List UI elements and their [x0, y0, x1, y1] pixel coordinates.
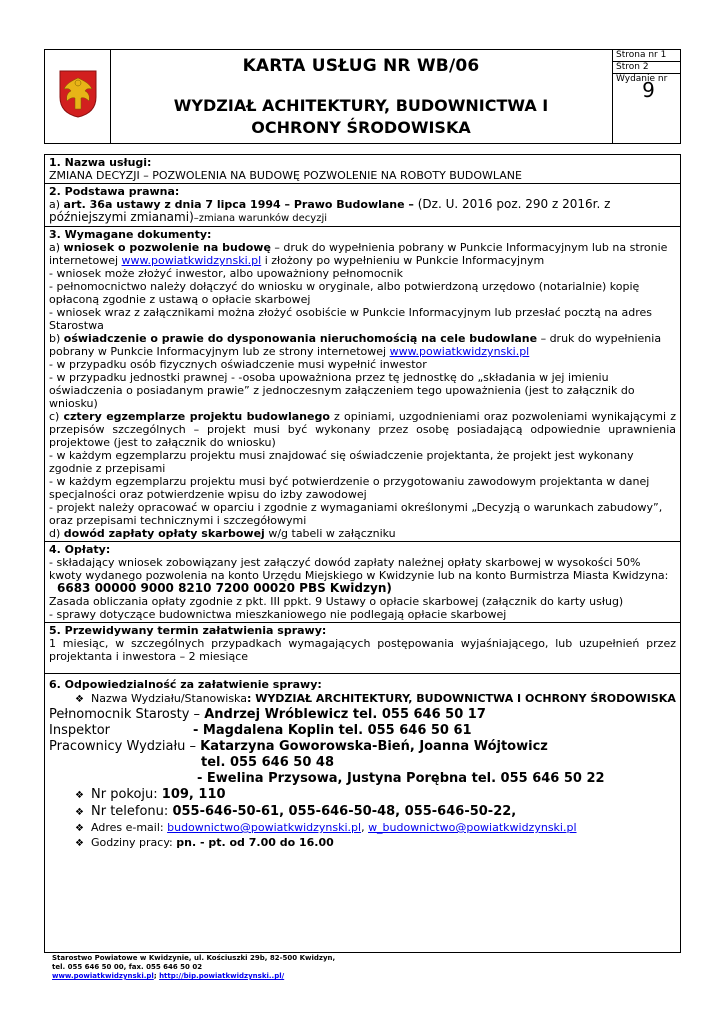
- list-item: - w przypadku jednostki prawnej - -osoba upoważniona przez tę jednostkę do „składania w jej imieniu oświadczenia o posiadanym prawie” z jednoczesnym załączeniem tego upoważnienia (jest to załącznik do wniosku): [49, 371, 635, 410]
- diamond-bullet-icon: ❖: [75, 694, 84, 705]
- diamond-bullet-icon: ❖: [75, 807, 84, 818]
- page-footer: [52, 954, 335, 981]
- edition-label: Wydanie nr: [616, 74, 668, 84]
- email-link-1[interactable]: budownictwo@powiatkwidzynski.pl: [167, 821, 362, 834]
- card-title: KARTA USŁUG NR WB/06: [242, 56, 480, 76]
- doc-c: c) cztery egzemplarze projektu budowlanego z opiniami, uzgodnieniami oraz pozwoleniami wynikającymi z przepisów szczególnych – projekt musi być wykonany przez osobę posiadającą odpowiednie uprawnienia projektowe (jest to załącznik do wniosku): [49, 410, 676, 449]
- section-deadline: [45, 623, 680, 674]
- diamond-bullet-icon: ❖: [75, 790, 84, 801]
- diamond-bullet-icon: ❖: [75, 838, 84, 849]
- section-heading: 4. Opłaty:: [49, 543, 111, 556]
- doc-a: a) wniosek o pozwolenie na budowę – druk do wypełnienia pobrany w Punkcie Informacyjnym lub na stronie internetowej www.powiatkwidzynski.pl i złożony po wypełnieniu w Punkcie Informacyjnym: [49, 241, 668, 267]
- section-heading: 6. Odpowiedzialność za załatwienie sprawy:: [49, 678, 322, 691]
- section-heading: 5. Przewidywany termin załatwienia sprawy:: [49, 624, 327, 637]
- bank-account: 6683 00000 9000 8210 7200 00020 PBS Kwidzyn): [57, 581, 392, 595]
- fee-rule: Zasada obliczania opłaty zgodnie z pkt. III ppkt. 9 Ustawy o opłacie skarbowej (załącznik do karty usług): [49, 595, 624, 608]
- doc-b: b) oświadczenie o prawie do dysponowania nieruchomością na cele budowlane – druk do wypełnienia pobrany w Punkcie Informacyjnym lub ze strony internetowej www.powiatkwidzynski.pl: [49, 332, 662, 358]
- service-card-body: [44, 154, 681, 953]
- website-link[interactable]: www.powiatkwidzynski.pl: [389, 345, 530, 358]
- section-service-name: [45, 155, 680, 184]
- service-name: ZMIANA DECYZJI – POZWOLENIA NA BUDOWĘ POZWOLENIE NA ROBOTY BUDOWLANE: [49, 169, 522, 182]
- fees-text: - składający wniosek zobowiązany jest załączyć dowód zapłaty należnej opłaty skarbowej w wysokości 50% kwoty wydanego pozwolenia na konto Urzędu Miejskiego w Kwidzynie lub na konto Burmistrza Miasta Kwidzyna:: [49, 556, 669, 582]
- title-cell: [111, 50, 654, 143]
- coat-of-arms-cell: [45, 50, 111, 143]
- footer-phone: tel. 055 646 50 00, fax. 055 646 50 02: [52, 963, 203, 971]
- email-addresses: ❖ Adres e-mail: budownictwo@powiatkwidzynski.pl, w_budownictwo@powiatkwidzynski.pl: [75, 821, 577, 834]
- section-required-documents: [45, 227, 680, 542]
- email-link-2[interactable]: w_budownictwo@powiatkwidzynski.pl: [368, 821, 577, 834]
- edition-number: 9: [642, 78, 655, 102]
- list-item: - projekt należy opracować w oparciu i zgodnie z wymaganiami określonymi „Decyzją o warunkach zabudowy”, oraz przepisami technicznymi i szczegółowymi: [49, 501, 663, 527]
- page-info-cell: [612, 50, 681, 143]
- coat-of-arms-logo: [58, 69, 98, 119]
- document-header: [44, 49, 681, 144]
- list-item: - w każdym egzemplarzu projektu musi być potwierdzenie o przygotowaniu zawodowym projektanta w danej specjalności oraz potwierdzenie wpisu do izby zawodowej: [49, 475, 650, 501]
- website-link[interactable]: www.powiatkwidzynski.pl: [121, 254, 262, 267]
- footer-bip-link[interactable]: http://bip.powiatkwidzynski..pl/: [159, 972, 285, 980]
- proxy-contact: Pełnomocnik Starosty – Andrzej Wróblewicz tel. 055 646 50 17: [49, 707, 486, 722]
- section-legal-basis: [45, 184, 680, 227]
- list-item: - wniosek wraz z załącznikami można złożyć osobiście w Punkcie Informacyjnym lub przesłać pocztą na adres Starostwa: [49, 306, 653, 332]
- section-heading: 3. Wymagane dokumenty:: [49, 228, 212, 241]
- unit-name: ❖ Nazwa Wydziału/Stanowiska: WYDZIAŁ ARCHITEKTURY, BUDOWNICTWA I OCHRONY ŚRODOWISKA: [75, 692, 676, 705]
- staff-phone: tel. 055 646 50 48: [201, 755, 334, 770]
- section-heading: 1. Nazwa usługi:: [49, 156, 152, 169]
- list-item: - pełnomocnictwo należy dołączyć do wniosku w oryginale, albo potwierdzoną urzędowo (notarialnie) kopię opłaconą zgodnie z ustawą o opłacie skarbowej: [49, 280, 640, 306]
- diamond-bullet-icon: ❖: [75, 823, 84, 834]
- section-fees: [45, 542, 680, 623]
- fee-exemption: - sprawy dotyczące budownictwa mieszkaniowego nie podlegają opłacie skarbowej: [49, 608, 507, 621]
- section-responsibility: [45, 674, 680, 855]
- list-item: - w przypadku osób fizycznych oświadczenie musi wypełnić inwestor: [49, 358, 427, 371]
- office-hours: ❖ Godziny pracy: pn. - pt. od 7.00 do 16.00: [75, 836, 334, 849]
- page-count: Stron 2: [613, 62, 681, 74]
- list-item: - wniosek może złożyć inwestor, albo upoważniony pełnomocnik: [49, 267, 404, 280]
- staff-contact: Pracownicy Wydziału – Katarzyna Goworowska-Bień, Joanna Wójtowicz: [49, 739, 548, 754]
- phone-numbers: ❖ Nr telefonu: 055-646-50-61, 055-646-50-48, 055-646-50-22,: [75, 804, 517, 819]
- footer-links: www.powiatkwidzynski.pl; http://bip.powiatkwidzynski..pl/: [52, 972, 285, 980]
- footer-address: Starostwo Powiatowe w Kwidzynie, ul. Kościuszki 29b, 82-500 Kwidzyn,: [52, 954, 336, 962]
- list-item: - w każdym egzemplarzu projektu musi znajdować się oświadczenie projektanta, że projekt jest wykonany zgodnie z przepisami: [49, 449, 634, 475]
- inspector-contact: Inspektor - Magdalena Koplin tel. 055 646 50 61: [49, 723, 472, 738]
- deadline-text: 1 miesiąc, w szczególnych przypadkach wymagających postępowania wyjaśniającego, lub uzupełnień przez projektanta i inwestora – 2 miesiące: [49, 637, 676, 663]
- legal-basis-text: a) art. 36a ustawy z dnia 7 lipca 1994 – Prawo Budowlane – (Dz. U. 2016 poz. 290 z 2016r. z późniejszymi zmianami)–zmiana warunków decyzji: [49, 197, 611, 224]
- page-number: Strona nr 1: [613, 50, 681, 62]
- staff-contact-2: - Ewelina Przysowa, Justyna Porębna tel. 055 646 50 22: [197, 771, 605, 786]
- section-heading: 2. Podstawa prawna:: [49, 185, 180, 198]
- department-title: WYDZIAŁ ACHITEKTURY, BUDOWNICTWA I OCHRONY ŚRODOWISKA: [173, 96, 549, 137]
- doc-d: d) dowód zapłaty opłaty skarbowej w/g tabeli w załączniku: [49, 527, 396, 540]
- room-number: ❖ Nr pokoju: 109, 110: [75, 787, 226, 802]
- footer-website-link[interactable]: www.powiatkwidzynski.pl: [52, 972, 154, 980]
